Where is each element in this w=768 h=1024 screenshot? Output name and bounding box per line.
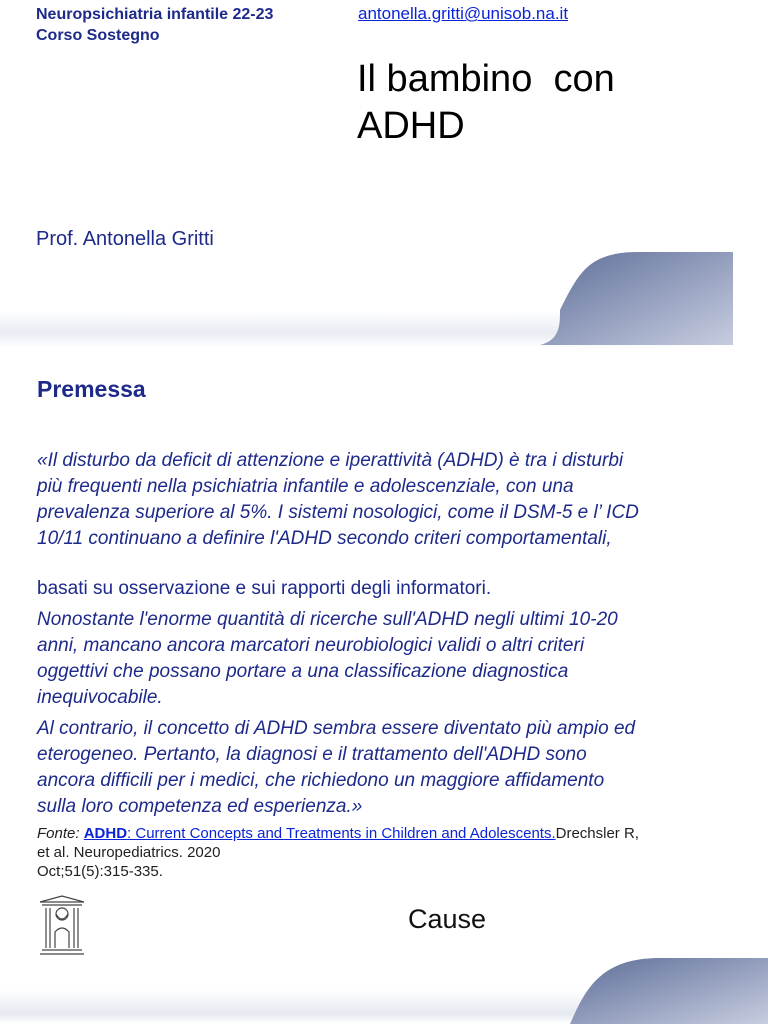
- quote-line: oggettivi che possano portare a una classificazione diagnostica: [37, 661, 569, 682]
- quote-paragraph-3: [37, 607, 717, 711]
- professor-name: Prof. Antonella Gritti: [36, 228, 214, 250]
- decorative-wave: [0, 250, 768, 350]
- quote-line: eterogeneo. Pertanto, la diagnosi e il trattamento dell'ADHD sono: [37, 744, 587, 765]
- quote-line: prevalenza superiore al 5%. I sistemi nosologici, come il DSM-5 e l’ ICD: [37, 502, 639, 523]
- source-link-bold: ADHD: [83, 825, 128, 842]
- quote-paragraph-1: [37, 448, 737, 552]
- quote-line: 10/11 continuano a definire l'ADHD secondo criteri comportamentali,: [37, 528, 612, 549]
- source-link-text: : Current Concepts and Treatments in Children and Adolescents.: [127, 825, 556, 842]
- slide-title-line-2: ADHD: [357, 105, 465, 147]
- slide-title: [357, 56, 687, 150]
- source-label: Fonte:: [37, 825, 80, 842]
- quote-line: sulla loro competenza ed esperienza.»: [37, 796, 363, 817]
- quote-line: «Il disturbo da deficit di attenzione e iperattività (ADHD) è tra i disturbi: [37, 450, 624, 471]
- source-citation: [37, 824, 737, 881]
- quote-line: inequivocabile.: [37, 687, 163, 708]
- course-name: Neuropsichiatria infantile 22-23: [36, 6, 274, 23]
- university-building-logo-icon: [38, 894, 86, 956]
- course-title: [36, 4, 273, 46]
- source-link[interactable]: [84, 825, 556, 842]
- course-subtitle: Corso Sostegno: [36, 27, 160, 44]
- source-journal: et al. Neuropediatrics. 2020: [37, 844, 221, 861]
- slide-title-line-1: Il bambino con: [357, 58, 615, 100]
- quote-line: più frequenti nella psichiatria infantile e adolescenziale, con una: [37, 476, 574, 497]
- quote-line: Nonostante l'enorme quantità di ricerche sull'ADHD negli ultimi 10-20: [37, 609, 618, 630]
- source-date: Oct;51(5):315-335.: [37, 863, 163, 880]
- quote-line: Al contrario, il concetto di ADHD sembra essere diventato più ampio ed: [37, 718, 636, 739]
- quote-line: ancora difficili per i medici, che richiedono un maggiore affidamento: [37, 770, 605, 791]
- source-authors: Drechsler R,: [555, 825, 639, 842]
- section-heading: Premessa: [37, 376, 146, 402]
- email-link[interactable]: antonella.gritti@unisob.na.it: [358, 4, 569, 23]
- decorative-wave-bottom: [0, 950, 768, 1024]
- quote-paragraph-4: [37, 716, 727, 820]
- quote-paragraph-2: basati su osservazione e sui rapporti degli informatori.: [37, 578, 492, 599]
- quote-line: anni, mancano ancora marcatori neurobiologici validi o altri criteri: [37, 635, 585, 656]
- next-slide-title: Cause: [408, 904, 487, 934]
